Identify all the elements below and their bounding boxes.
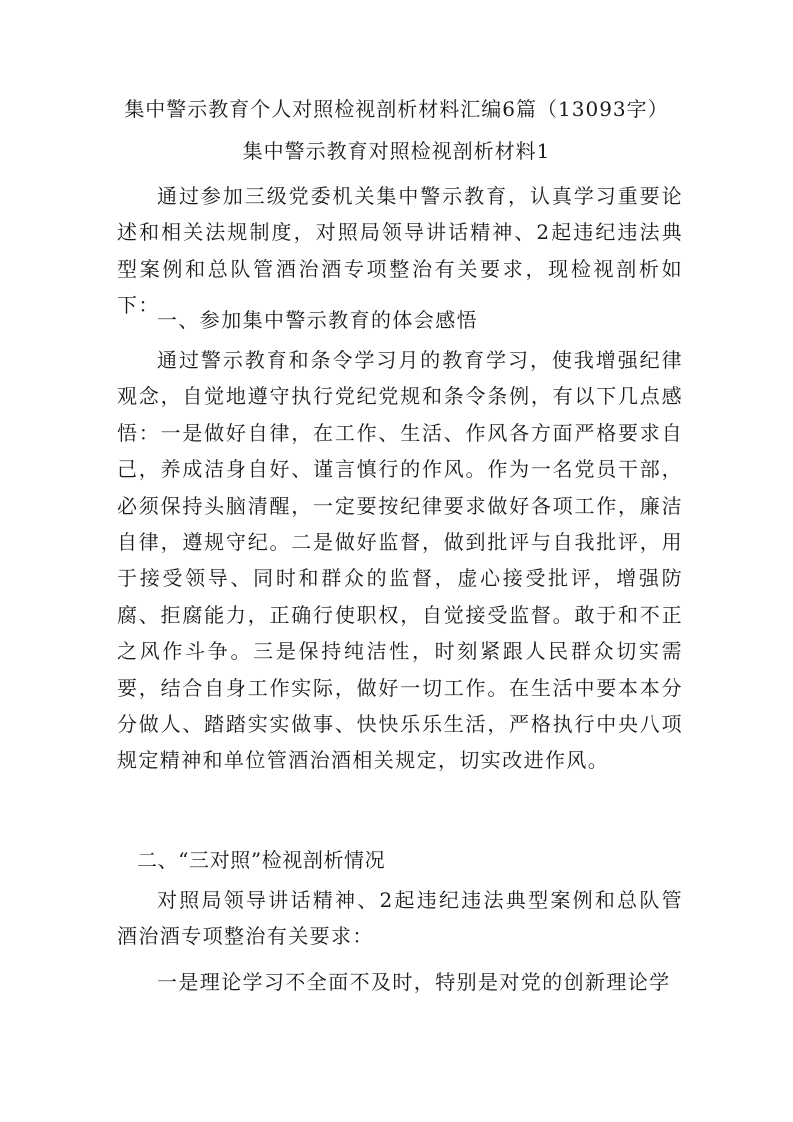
section2-heading: 二、“三对照”检视剖析情况 — [137, 848, 386, 872]
document-title: 集中警示教育个人对照检视剖析材料汇编6篇（13093字） — [124, 97, 669, 121]
document-subtitle: 集中警示教育对照检视剖析材料1 — [242, 139, 551, 163]
section1-paragraph: 通过警示教育和条令学习月的教育学习，使我增强纪律观念，自觉地遵守执行党纪党规和条令条例，有以下几点感悟：一是做好自律，在工作、生活、作风各方面严格要求自己，养成洁身自好、谨言慎行的作风。作为一名党员干部，必须保持头脑清醒，一定要按纪律要求做好各项工作，廉洁自律，遵规守纪。二是做好监督，做到批评与自我批评，用于接受领导、同时和群众的监督，虚心接受批评，增强防腐、拒腐能力，正确行使职权，自觉接受监督。敢于和不正之风作斗争。三是保持纯洁性，时刻紧跟人民群众切实需要，结合自身工作实际，做好一切工作。在生活中要本本分分做人、踏踏实实做事、快快乐乐生活，严格执行中央八项规定精神和单位管酒治酒相关规定，切实改进作风。 — [117, 348, 683, 773]
section2-point1: 一是理论学习不全面不及时，特别是对党的创新理论学 — [157, 970, 671, 994]
section2-paragraph: 对照局领导讲话精神、2起违纪违法典型案例和总队管酒治酒专项整治有关要求： — [117, 888, 683, 949]
intro-paragraph: 通过参加三级党委机关集中警示教育，认真学习重要论述和相关法规制度，对照局领导讲话精神、2起违纪违法典型案例和总队管酒治酒专项整治有关要求，现检视剖析如下： — [117, 184, 683, 318]
section1-heading: 一、参加集中警示教育的体会感悟 — [157, 308, 478, 332]
